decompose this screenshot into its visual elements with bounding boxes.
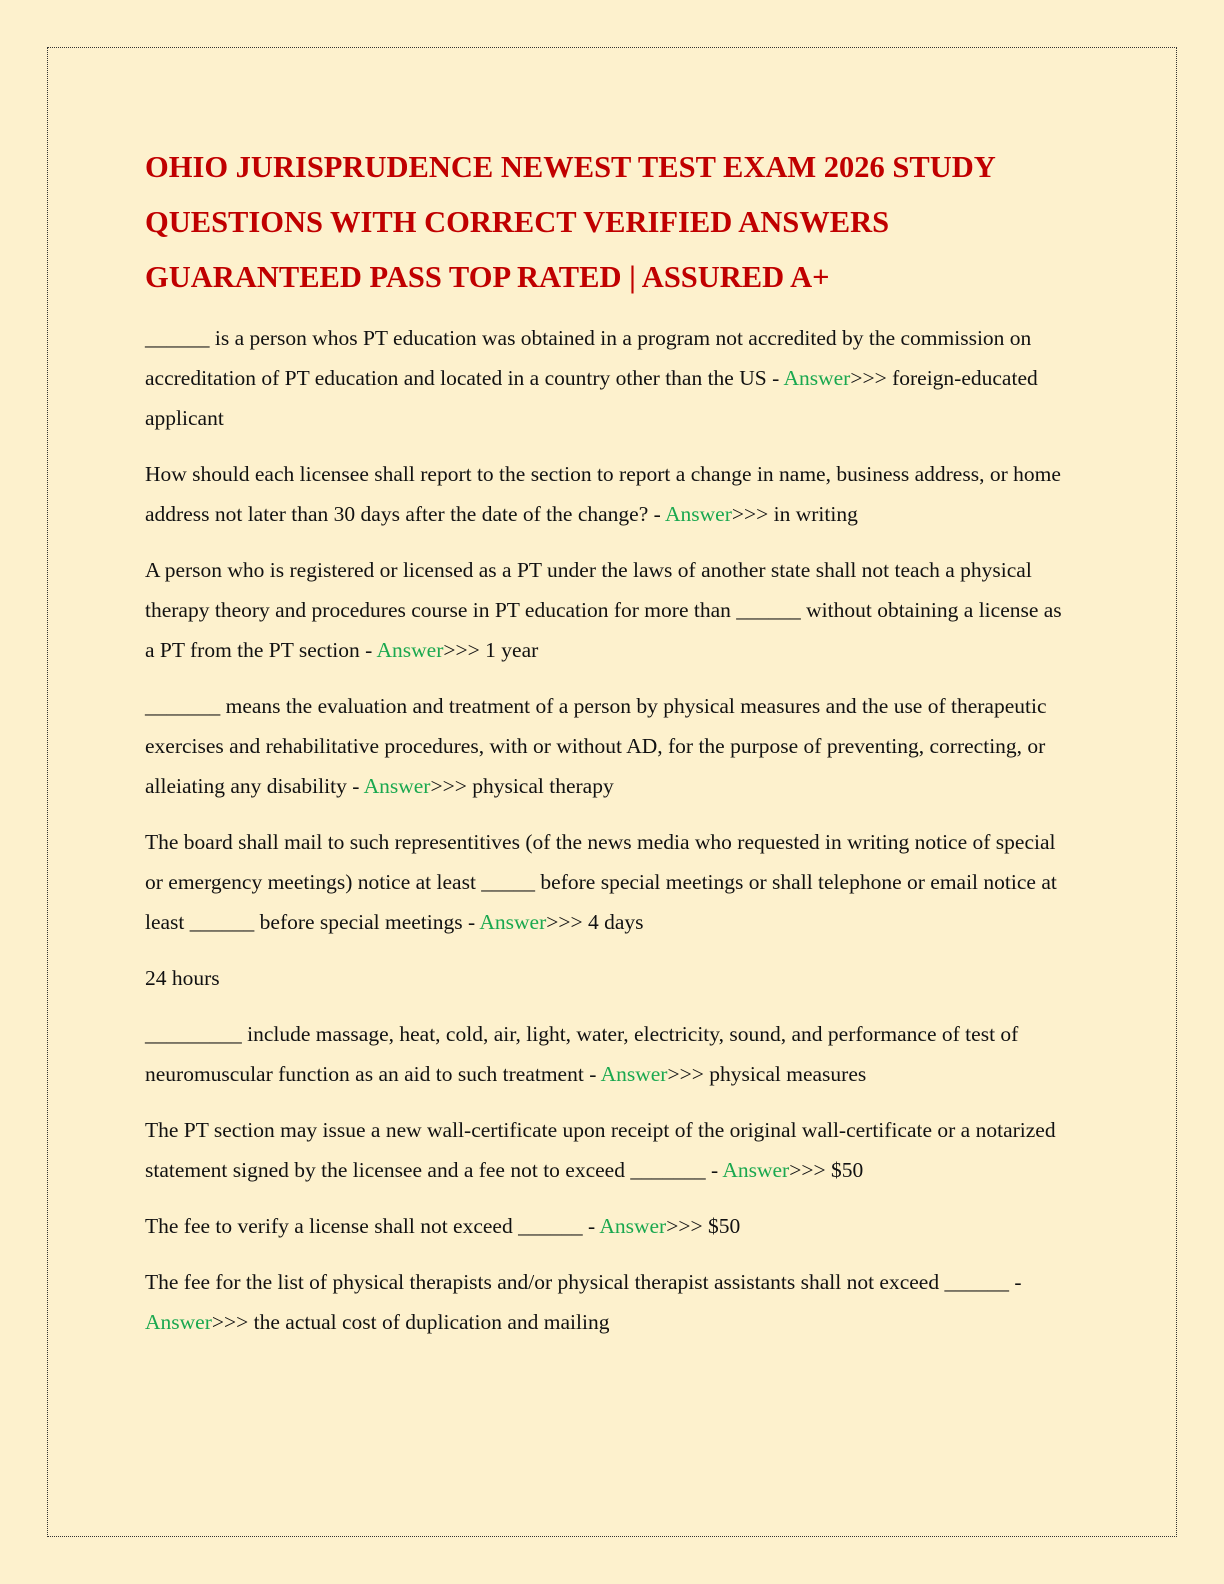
document-title: OHIO JURISPRUDENCE NEWEST TEST EXAM 2026 STUDY QUESTIONS WITH CORRECT VERIFIED ANSWERS GUARANTEED PASS TOP RATED | ASSURED A+ xyxy=(145,150,995,294)
separator: - xyxy=(462,910,480,934)
answer-text: foreign-educated applicant xyxy=(145,366,1038,430)
question-text: The fee to verify a license shall not exceed ______ xyxy=(145,1214,583,1238)
separator: - xyxy=(359,638,377,662)
qa-item xyxy=(145,822,1070,942)
question-text: The board shall mail to such representitives (of the news media who requested in writing notice of special or emergency meetings) notice at least _____ before special meetings or shall telephone or email notice at least ______ before special meetings xyxy=(145,830,1057,934)
answer-text: the actual cost of duplication and mailing xyxy=(253,1310,610,1334)
answer-arrow: >>> xyxy=(443,638,486,662)
answer-text: in writing xyxy=(773,502,858,526)
separator: - xyxy=(346,774,364,798)
answer-label: Answer xyxy=(376,638,444,662)
separator: - xyxy=(582,1214,600,1238)
answer-label: Answer xyxy=(363,774,431,798)
qa-item xyxy=(145,550,1070,670)
qa-item xyxy=(145,686,1070,806)
separator: - xyxy=(766,366,784,390)
answer-text: $50 xyxy=(707,1214,741,1238)
qa-item xyxy=(145,1110,1070,1190)
answer-text: 1 year xyxy=(485,638,539,662)
answer-label: Answer xyxy=(479,910,547,934)
answer-label: Answer xyxy=(783,366,851,390)
separator: - xyxy=(1008,1270,1022,1294)
question-text: The PT section may issue a new wall-certificate upon receipt of the original wall-certificate or a notarized statement signed by the licensee and a fee not to exceed _______ xyxy=(145,1118,1056,1182)
question-text: _______ means the evaluation and treatment of a person by physical measures and the use of therapeutic exercises and rehabilitative procedures, with or without AD, for the purpose of preventing, correcting, or alleiating any disability xyxy=(145,694,1047,798)
question-text: ______ is a person whos PT education was obtained in a program not accredited by the commission on accreditation of PT education and located in a country other than the US xyxy=(145,326,1032,390)
question-text: How should each licensee shall report to the section to report a change in name, business address, or home address not later than 30 days after the date of the change? xyxy=(145,462,1061,526)
separator: - xyxy=(648,502,665,526)
answer-arrow: >>> xyxy=(850,366,893,390)
qa-item xyxy=(145,454,1070,534)
answer-label: Answer xyxy=(600,1062,668,1086)
qa-item xyxy=(145,1262,1070,1342)
answer-label: Answer xyxy=(599,1214,667,1238)
answer-continuation: 24 hours xyxy=(145,966,220,990)
separator: - xyxy=(705,1158,723,1182)
question-text: The fee for the list of physical therapists and/or physical therapist assistants shall not exceed ______ xyxy=(145,1270,1009,1294)
question-text: _________ include massage, heat, cold, air, light, water, electricity, sound, and performance of test of neuromuscular function as an aid to such treatment xyxy=(145,1022,1019,1086)
answer-arrow: >>> xyxy=(211,1310,254,1334)
answer-label: Answer xyxy=(722,1158,790,1182)
qa-item xyxy=(145,318,1070,438)
answer-arrow: >>> xyxy=(667,1062,710,1086)
answer-label: Answer xyxy=(664,502,732,526)
separator: - xyxy=(583,1062,601,1086)
answer-text: physical therapy xyxy=(472,774,614,798)
answer-text: physical measures xyxy=(709,1062,867,1086)
document-body xyxy=(145,140,1070,1358)
answer-arrow: >>> xyxy=(789,1158,831,1182)
answer-arrow: >>> xyxy=(731,502,774,526)
answer-text: $50 xyxy=(830,1158,864,1182)
question-text: A person who is registered or licensed as a PT under the laws of another state shall not teach a physical therapy theory and procedures course in PT education for more than ______ without obtaining a license as a PT from the PT section xyxy=(145,558,1062,662)
qa-item xyxy=(145,1014,1070,1094)
answer-arrow: >>> xyxy=(546,910,588,934)
answer-text: 4 days xyxy=(588,910,644,934)
answer-arrow: >>> xyxy=(430,774,473,798)
qa-item xyxy=(145,1206,1070,1246)
answer-label: Answer xyxy=(145,1310,212,1334)
answer-arrow: >>> xyxy=(666,1214,708,1238)
